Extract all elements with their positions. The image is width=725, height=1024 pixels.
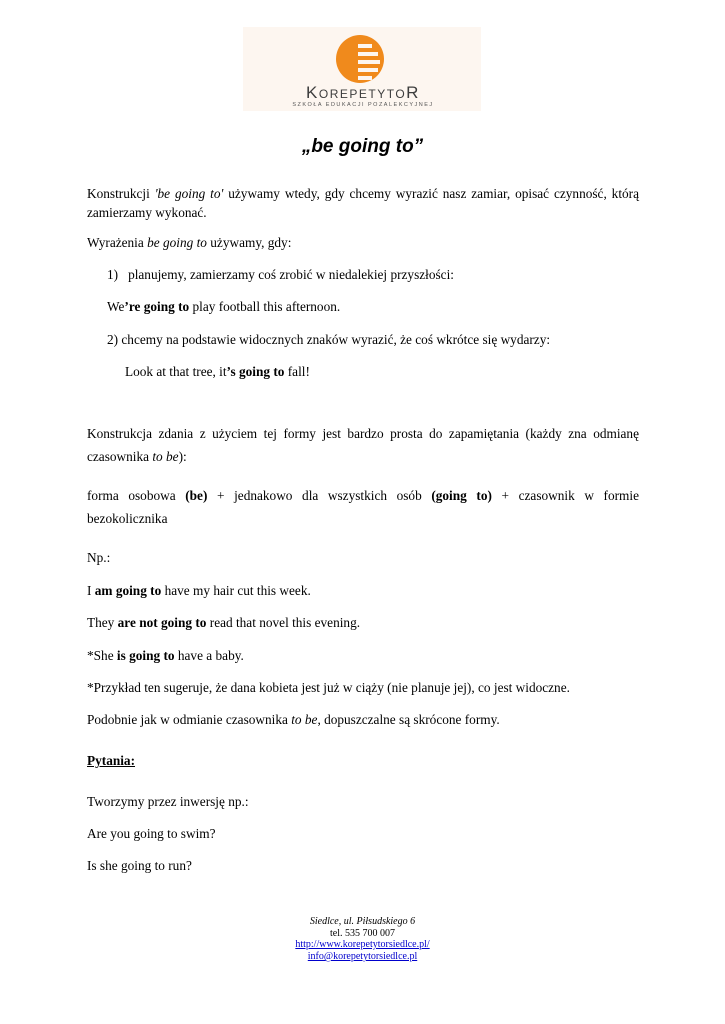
use-item-1: 1) planujemy, zamierzamy coś zrobić w niedalekiej przyszłości:: [107, 267, 454, 282]
footer-address: Siedlce, ul. Piłsudskiego 6: [309, 916, 416, 927]
logo-mark-icon: [336, 35, 384, 83]
footer-website: [0, 939, 725, 951]
examples-label: Np.:: [87, 550, 111, 565]
website-link[interactable]: http://www.korepetytorsiedlce.pl/: [295, 939, 430, 950]
logo-tagline: SZKOŁA EDUKACJI POZALEKCYJNEJ: [292, 102, 434, 108]
use-example-2: Look at that tree, it’s going to fall!: [125, 364, 310, 379]
question-example-2: Is she going to run?: [87, 858, 192, 873]
use-example-1: We’re going to play football this afternoon.: [107, 299, 341, 314]
page-title: „be going to”: [301, 136, 424, 157]
construction-paragraph: Konstrukcja zdania z użyciem tej formy jest bardzo prosta do zapamiętania (każdy zna odmianę czasownika to be):: [87, 426, 639, 464]
footer-phone: tel. 535 700 007: [330, 928, 395, 939]
example-3: *She is going to have a baby.: [87, 648, 244, 663]
use-item-2: 2) chcemy na podstawie widocznych znaków wyrazić, że coś wkrótce się wydarzy:: [107, 332, 551, 347]
short-forms-note: Podobnie jak w odmianie czasownika to be, dopuszczalne są skrócone formy.: [87, 712, 500, 727]
footer-email: [0, 951, 725, 963]
email-link[interactable]: info@korepetytorsiedlce.pl: [307, 951, 418, 962]
usage-intro: Wyrażenia be going to używamy, gdy:: [87, 235, 292, 250]
question-example-1: Are you going to swim?: [87, 826, 216, 841]
questions-intro: Tworzymy przez inwersję np.:: [87, 794, 249, 809]
example-1: I am going to have my hair cut this week.: [87, 583, 311, 598]
example-2: They are not going to read that novel this evening.: [87, 615, 361, 630]
example-note: *Przykład ten sugeruje, że dana kobieta jest już w ciąży (nie planuje jej), co jest widoczne.: [87, 680, 570, 695]
logo-wordmark: KorepetytoR: [306, 83, 420, 102]
construction-formula: forma osobowa (be) + jednakowo dla wszystkich osób (going to) + czasownik w formie bezokolicznika: [87, 488, 639, 526]
intro-paragraph: Konstrukcji 'be going to' używamy wtedy, gdy chcemy wyrazić nasz zamiar, opisać czynność, którą zamierzamy wykonać.: [87, 186, 639, 220]
questions-heading: Pytania:: [87, 753, 136, 768]
